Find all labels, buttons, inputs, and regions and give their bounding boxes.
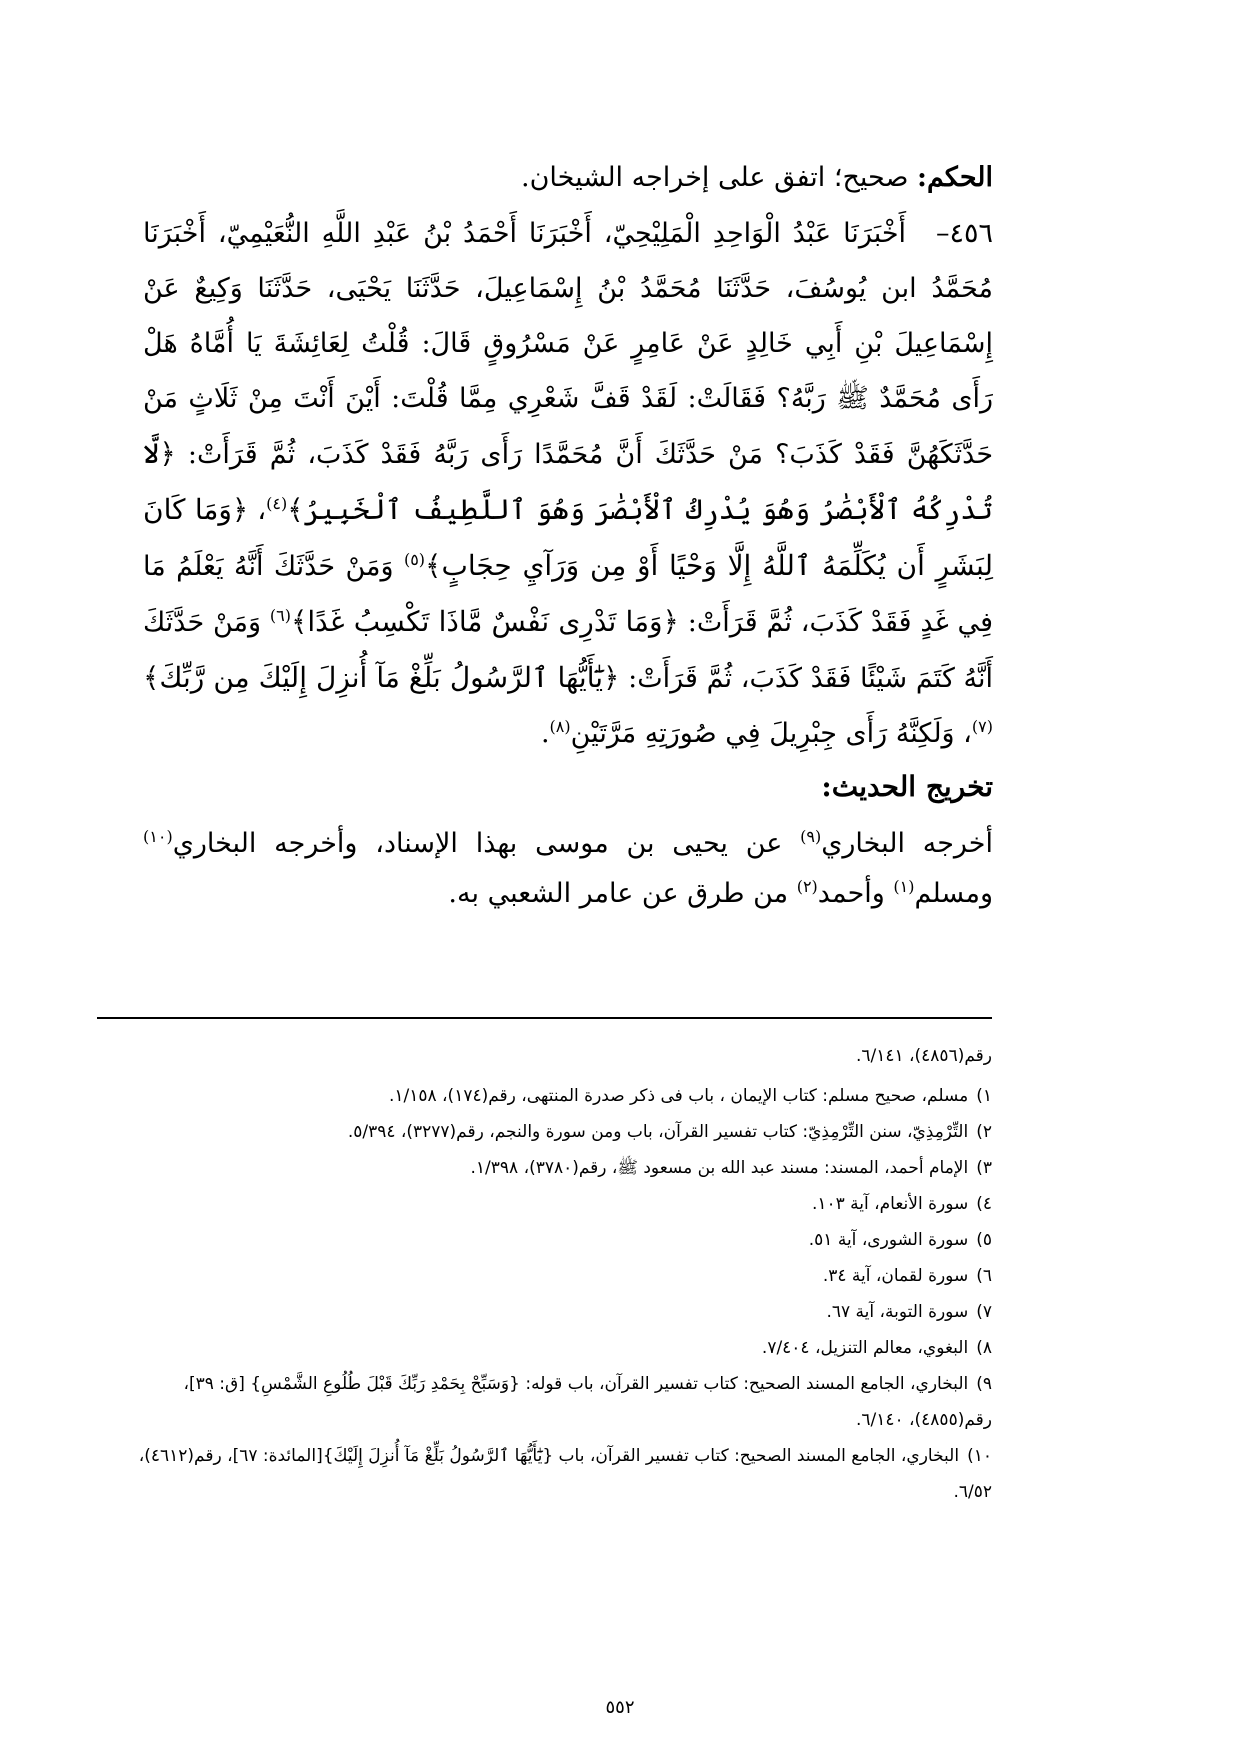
takhrij-part-1: أخرجه البخاري xyxy=(821,828,993,859)
footnote-text: سورة التوبة، آية ٦٧. xyxy=(826,1302,969,1322)
quran-verse-3: ﴿وَمَا تَدْرِى نَفْسٌ مَّاذَا تَكْسِبُ غَدًا﴾ xyxy=(291,605,679,638)
footnote-number: ٨) xyxy=(976,1338,992,1358)
footnote-text: سورة لقمان، آية ٣٤. xyxy=(822,1266,969,1286)
footnote-6 xyxy=(97,1258,992,1294)
footnote-5 xyxy=(97,1222,992,1258)
takhrij-part-4: وأحمد xyxy=(817,878,894,909)
main-text xyxy=(143,158,993,919)
footnote-10 xyxy=(97,1438,992,1510)
footnote-text: البخاري، الجامع المسند الصحيح: كتاب تفسير القرآن، باب {يَٰٓأَيُّهَا ٱلرَّسُولُ بَلِّغْ مَآ أُنزِلَ إِلَيْكَ}[المائدة: ٦٧]، رقم(٤٦١٢)، ٦/٥٢. xyxy=(138,1446,992,1502)
footnote-ref-8: (٨) xyxy=(549,717,571,736)
footnote-divider xyxy=(97,1017,992,1019)
hadith-text-4: ، وَلَكِنَّهُ رَأَى جِبْرِيلَ فِي صُورَتِهِ مَرَّتَيْنِ xyxy=(570,718,972,749)
footnote-number: ٤) xyxy=(976,1194,992,1214)
footnote-9 xyxy=(97,1366,992,1438)
footnote-ref-6: (٦) xyxy=(269,606,291,625)
page-number: ٥٥٢ xyxy=(605,1697,635,1718)
quran-verse-1: ﴿لَّا تُدْرِكُهُ ٱلْأَبْصَٰرُ وَهُوَ يُدْرِكُ ٱلْأَبْصَٰرَ وَهُوَ ٱللَّطِيفُ ٱلْخَبِيرُ﴾ xyxy=(143,437,994,526)
takhrij-part-3: ومسلم xyxy=(914,878,993,909)
verdict-label: الحكم: xyxy=(916,162,993,193)
takhrij-text xyxy=(143,819,993,919)
footnote-ref-10: (١٠) xyxy=(143,827,173,846)
footnote-ref-5: (٥) xyxy=(403,550,426,569)
footnote-text: التِّرْمِذِيّ، سنن التِّرْمِذِيّ: كتاب تفسير القرآن، باب ومن سورة والنجم، رقم(٣٢٧٧)، ٥/٣٩٤. xyxy=(347,1122,969,1142)
takhrij-part-2: عن يحيى بن موسى بهذا الإسناد، وأخرجه البخاري xyxy=(172,828,801,859)
footnote-2 xyxy=(97,1114,992,1150)
footnote-text: سورة الأنعام، آية ١٠٣. xyxy=(811,1194,969,1214)
footnote-ref-4: (٤) xyxy=(266,494,288,513)
footnote-number: ٥) xyxy=(976,1230,992,1250)
footnote-8 xyxy=(97,1330,992,1366)
separator: ، xyxy=(248,495,267,526)
footnote-1 xyxy=(97,1078,992,1114)
footnote-number: ١) xyxy=(976,1086,992,1106)
footnote-ref-2: (٢) xyxy=(796,877,818,896)
hadith-number: ٤٥٦– xyxy=(935,218,993,249)
footnote-number: ٩) xyxy=(976,1374,992,1394)
footnote-number: ٧) xyxy=(976,1302,992,1322)
hadith-text-2: وَمَنْ حَدَّثَكَ أَنَّهُ يَعْلَمُ مَا فِي غَدٍ فَقَدْ كَذَبَ، ثُمَّ قَرَأَتْ: xyxy=(143,551,993,638)
footnote-7 xyxy=(97,1294,992,1330)
footnote-continuation: رقم(٤٨٥٦)، ٦/١٤١. xyxy=(855,1046,992,1066)
footnote-ref-7: (٧) xyxy=(971,717,993,736)
footnote-number: ٣) xyxy=(976,1158,992,1178)
takhrij-heading: تخريج الحديث: xyxy=(821,770,993,803)
footnote-text: الإمام أحمد، المسند: مسند عبد الله بن مسعود ﷺ، رقم(٣٧٨٠)، ١/٣٩٨. xyxy=(470,1158,969,1178)
footnote-number: ١٠) xyxy=(967,1446,992,1466)
hadith-end: . xyxy=(540,718,550,749)
footnote-text: البخاري، الجامع المسند الصحيح: كتاب تفسير القرآن، باب قوله: {وَسَبِّحْ بِحَمْدِ رَبِّكَ قَبْلَ طُلُوعِ الشَّمْسِ} [ق: ٣٩]، رقم(٤٨٥٥)، ٦/١٤٠. xyxy=(183,1374,992,1430)
footnote-ref-9: (٩) xyxy=(800,827,822,846)
verdict-text: صحيح؛ اتفق على إخراجه الشيخان. xyxy=(521,162,909,193)
hadith-isnad: أَخْبَرَنَا عَبْدُ الْوَاحِدِ الْمَلِيْحِيّ، أَخْبَرَنَا أَحْمَدُ بْنُ عَبْدِ اللَّهِ النُّعَيْمِيّ، أَخْبَرَنَا مُحَمَّدُ ابن يُوسُفَ، حَدَّثَنَا مُحَمَّدُ بْنُ إِسْمَاعِيلَ، حَدَّثَنَا يَحْيَى، حَدَّثَنَا وَكِيعٌ عَنْ إِسْمَاعِيلَ بْنِ أَبِي خَالِدٍ عَنْ عَامِرٍ عَنْ مَسْرُوقٍ قَالَ: قُلْتُ لِعَائِشَةَ يَا أُمَّاهُ هَلْ رَأَى مُحَمَّدٌ ﷺ رَبَّهُ؟ فَقَالَتْ: لَقَدْ قَفَّ شَعْرِي مِمَّا قُلْتَ: أَيْنَ أَنْتَ مِنْ ثَلَاثٍ مَنْ حَدَّثَكَهُنَّ فَقَدْ كَذَبَ؟ مَنْ حَدَّثَكَ أَنَّ مُحَمَّدًا رَأَى رَبَّهُ فَقَدْ كَذَبَ، ثُمَّ قَرَأَتْ: xyxy=(143,218,994,470)
footnote-ref-1: (١) xyxy=(893,877,915,896)
hadith-text xyxy=(143,206,993,761)
footnote-4 xyxy=(97,1186,992,1222)
footnote-text: مسلم، صحيح مسلم: كتاب الإيمان ، باب فى ذكر صدرة المنتهى، رقم(١٧٤)، ١/١٥٨. xyxy=(388,1086,969,1106)
footnote-text: البغوي، معالم التنزيل، ٧/٤٠٤. xyxy=(761,1338,969,1358)
verdict-line xyxy=(143,158,993,198)
quran-verse-2: ﴿وَمَا كَانَ لِبَشَرٍ أَن يُكَلِّمَهُ ٱللَّهُ إِلَّا وَحْيًا أَوْ مِن وَرَآيِ حِجَابٍ﴾ xyxy=(143,493,993,582)
quran-verse-4: ﴿يَٰٓأَيُّهَا ٱلرَّسُولُ بَلِّغْ مَآ أُنزِلَ إِلَيْكَ مِن رَّبِّكَ﴾ xyxy=(143,661,620,694)
footnote-3 xyxy=(97,1150,992,1186)
footnotes xyxy=(97,1038,992,1510)
footnote-text: سورة الشورى، آية ٥١. xyxy=(808,1230,969,1250)
takhrij-part-5: من طرق عن عامر الشعبي به. xyxy=(448,878,797,909)
footnote-number: ٦) xyxy=(976,1266,992,1286)
footnote-number: ٢) xyxy=(976,1122,992,1142)
hadith-text-3: وَمَنْ حَدَّثَكَ أَنَّهُ كَتَمَ شَيْئًا فَقَدْ كَذَبَ، ثُمَّ قَرَأَتْ: xyxy=(143,607,993,694)
